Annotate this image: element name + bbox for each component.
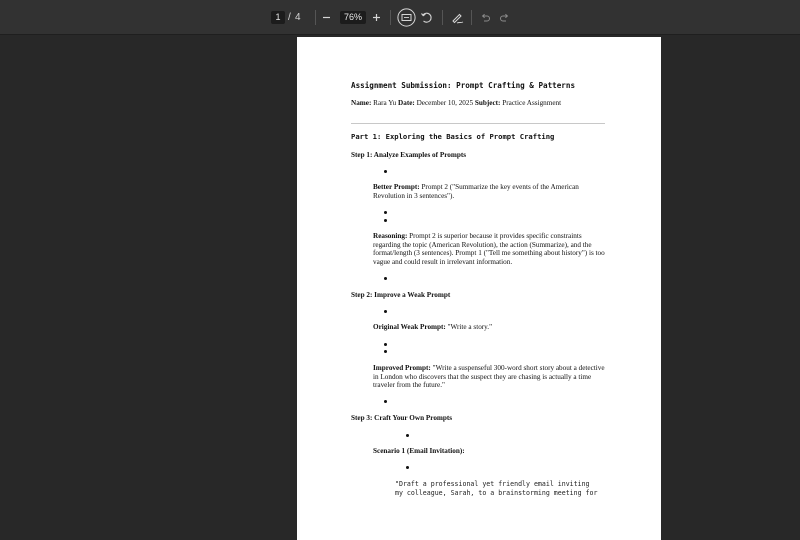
list-bullet: [384, 310, 387, 313]
better-prompt-paragraph: [373, 183, 609, 200]
list-bullet: [384, 219, 387, 222]
minus-icon: [322, 13, 331, 22]
zoom-level-input[interactable]: 76%: [340, 11, 366, 24]
improved-prompt-paragraph: [373, 364, 609, 390]
original-prompt-paragraph: [373, 323, 609, 332]
code-line: "Draft a professional yet friendly email inviting: [395, 480, 590, 488]
redo-icon: [499, 12, 510, 23]
toolbar-divider: [442, 10, 443, 25]
step1-heading: Step 1: Analyze Examples of Prompts: [351, 151, 467, 159]
scenario1-label: Scenario 1 (Email Invitation):: [373, 447, 465, 455]
subject-value: Practice Assignment: [502, 99, 562, 107]
total-pages: 4: [295, 12, 301, 23]
improved-prompt-text: "Write a suspenseful 300-word short story about a detective in London who discovers that the suspect they are chasing is actually a time traveler from the future.": [373, 364, 605, 390]
date-label: Date:: [398, 99, 415, 107]
document-title: Assignment Submission: Prompt Crafting & Patterns: [351, 81, 576, 90]
better-prompt-label: Better Prompt:: [373, 183, 420, 191]
rotate-icon: [420, 11, 433, 24]
list-bullet: [384, 350, 387, 353]
reasoning-paragraph: [373, 232, 609, 266]
list-bullet: [406, 466, 409, 469]
list-bullet: [384, 343, 387, 346]
toolbar-divider: [471, 10, 472, 25]
scenario1-paragraph: [373, 447, 609, 456]
rotate-button[interactable]: [420, 11, 433, 24]
part1-heading: Part 1: Exploring the Basics of Prompt Crafting: [351, 132, 555, 141]
name-value: Rara Yu: [373, 99, 397, 107]
date-value: December 10, 2025: [416, 99, 474, 107]
fit-page-button[interactable]: [397, 8, 416, 27]
list-bullet: [384, 211, 387, 214]
original-prompt-label: Original Weak Prompt:: [373, 323, 446, 331]
subject-label: Subject:: [474, 99, 501, 107]
reasoning-label: Reasoning:: [373, 232, 408, 240]
original-prompt-text: "Write a story.": [447, 323, 493, 331]
code-line: my colleague, Sarah, to a brainstorming meeting for: [395, 489, 598, 497]
toolbar-divider: [315, 10, 316, 25]
step2-heading: Step 2: Improve a Weak Prompt: [351, 291, 451, 299]
document-meta: [351, 99, 561, 107]
undo-button[interactable]: [480, 12, 491, 23]
step3-heading: Step 3: Craft Your Own Prompts: [351, 414, 453, 422]
draw-button[interactable]: [451, 11, 464, 24]
list-bullet: [406, 434, 409, 437]
fit-to-page-icon: [397, 8, 416, 27]
redo-button[interactable]: [499, 12, 510, 23]
reasoning-text: Prompt 2 is superior because it provides specific constraints regarding the topic (American Revolution), the action (Summarize), and the format/length (3 sentences). Prompt 1 ("Tell me something about history") is too vague and could result in irrelevant information.: [373, 232, 605, 266]
current-page-input[interactable]: 1: [271, 11, 285, 24]
plus-icon: [372, 13, 381, 22]
page-separator: /: [288, 12, 291, 23]
draw-pen-icon: [451, 11, 464, 24]
name-label: Name:: [351, 99, 372, 107]
pdf-page: [297, 37, 661, 540]
toolbar-divider: [390, 10, 391, 25]
list-bullet: [384, 277, 387, 280]
pdf-toolbar: [0, 0, 800, 35]
zoom-in-button[interactable]: [372, 13, 381, 22]
list-bullet: [384, 170, 387, 173]
better-prompt-text: Prompt 2 ("Summarize the key events of the American Revolution in 3 sentences").: [373, 183, 579, 200]
list-bullet: [384, 400, 387, 403]
zoom-out-button[interactable]: [322, 13, 331, 22]
undo-icon: [480, 12, 491, 23]
improved-prompt-label: Improved Prompt:: [373, 364, 431, 372]
horizontal-rule: [351, 123, 605, 124]
